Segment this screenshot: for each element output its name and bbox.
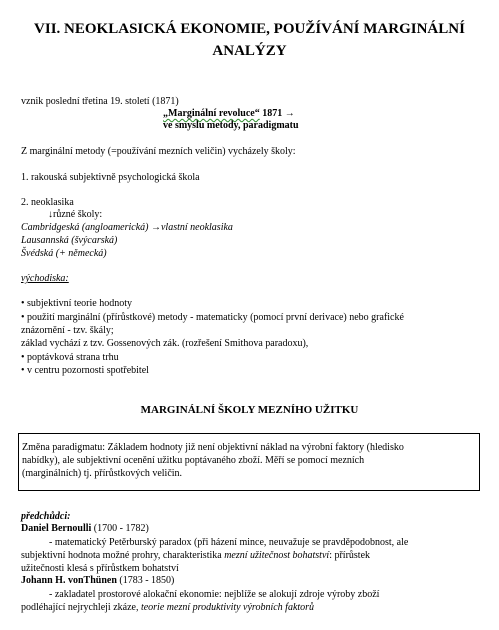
starting-points-heading: východiska:: [21, 273, 69, 284]
various-schools: ↓různé školy:: [48, 209, 103, 220]
bullet-2-continuation: znázornění - tzv. škály;: [21, 325, 114, 336]
bullet-4-text: v centru pozornosti spotřebitel: [27, 365, 149, 376]
box-line-2: nabídky), ale subjektivní ocenění užitku poptávaného zboží. Měří se pomocí mezních: [22, 455, 365, 466]
bullet-dot-icon: •: [21, 312, 25, 323]
page-title-line-1: VII. NEOKLASICKÁ EKONOMIE, POUŽÍVÁNÍ MARGINÁLNÍ: [34, 21, 465, 37]
section-heading: MARGINÁLNÍ ŠKOLY MEZNÍHO UŽITKU: [140, 404, 359, 416]
bullet-1: [21, 298, 132, 310]
bullet-2-text: použití marginální (přírůstkové) metody - matematicky (pomocí první derivace) nebo grafické: [27, 312, 404, 323]
school-neoclassical: 2. neoklasika: [21, 197, 74, 208]
bernoulli-line-2-a: subjektivní hodnota možné prohry, charakteristika: [21, 550, 225, 561]
bullet-dot-icon: •: [21, 365, 25, 376]
thunen-line-2: [21, 602, 314, 614]
school-swedish: Švédská (+ německá): [21, 248, 107, 259]
bernoulli-name: Daniel Bernoulli: [21, 523, 92, 534]
bullet-3-text: poptávková strana trhu: [27, 352, 119, 363]
box-line-1: Změna paradigmatu: Základem hodnoty již není objektivní náklad na výrobní faktory (hledisko: [22, 442, 404, 453]
school-cambridge: Cambridgeská (angloamerická) →vlastní neoklasika: [21, 222, 233, 233]
origin-line: vznik poslední třetina 19. století (1871): [21, 96, 179, 107]
paradigm-line: ve smyslu metody, paradigmatu: [163, 120, 299, 131]
revolution-term: „Marginální revoluce“: [163, 108, 260, 119]
revolution-line: [163, 108, 295, 120]
bernoulli-line-2-c: : přírůstek: [329, 550, 371, 561]
school-austrian: 1. rakouská subjektivně psychologická škola: [21, 172, 200, 183]
school-lausanne: Lausannská (švýcarská): [21, 235, 118, 246]
bullet-2: [21, 312, 404, 324]
schools-intro: Z marginální metody (=používání mezních veličin) vycházely školy:: [21, 146, 296, 157]
thunen-line-2-b: teorie mezní produktivity výrobních faktorů: [140, 602, 315, 613]
paradigm-box-text: [22, 441, 474, 480]
bullet-4: [21, 365, 149, 377]
bullet-1-text: subjektivní teorie hodnoty: [27, 298, 133, 309]
bernoulli-line-1: - matematický Petěrburský paradox (při házení mince, neuvažuje se pravděpodobnost, ale: [49, 537, 409, 548]
bernoulli-years: (1700 - 1782): [91, 523, 149, 534]
bernoulli-heading: [21, 523, 149, 535]
bernoulli-line-2-b: mezní užitečnost bohatství: [224, 550, 330, 561]
thunen-heading: [21, 575, 174, 587]
predecessors-heading: předchůdci:: [21, 511, 71, 522]
thunen-years: (1783 - 1850): [116, 575, 175, 586]
box-line-3: (marginálních) tj. přírůstkových veličin.: [22, 468, 183, 479]
bullet-2-base: základ vychází z tzv. Gossenových zák. (rozřešení Smithova paradoxu),: [21, 338, 309, 349]
thunen-line-1: - zakladatel prostorové alokační ekonomie: nejblíže se alokují zdroje výroby zboží: [49, 589, 380, 600]
page-title-line-2: ANALÝZY: [212, 43, 287, 59]
thunen-line-2-a: podléhající nejrychleji zkáze,: [21, 602, 141, 613]
bullet-3: [21, 352, 119, 364]
bullet-dot-icon: •: [21, 352, 25, 363]
bernoulli-line-3: užitečnosti klesá s přírůstkem bohatství: [21, 563, 179, 574]
revolution-year: 1871 →: [259, 108, 295, 119]
thunen-name: Johann H. vonThünen: [21, 575, 117, 586]
bullet-dot-icon: •: [21, 298, 25, 309]
bernoulli-line-2: [21, 550, 370, 562]
